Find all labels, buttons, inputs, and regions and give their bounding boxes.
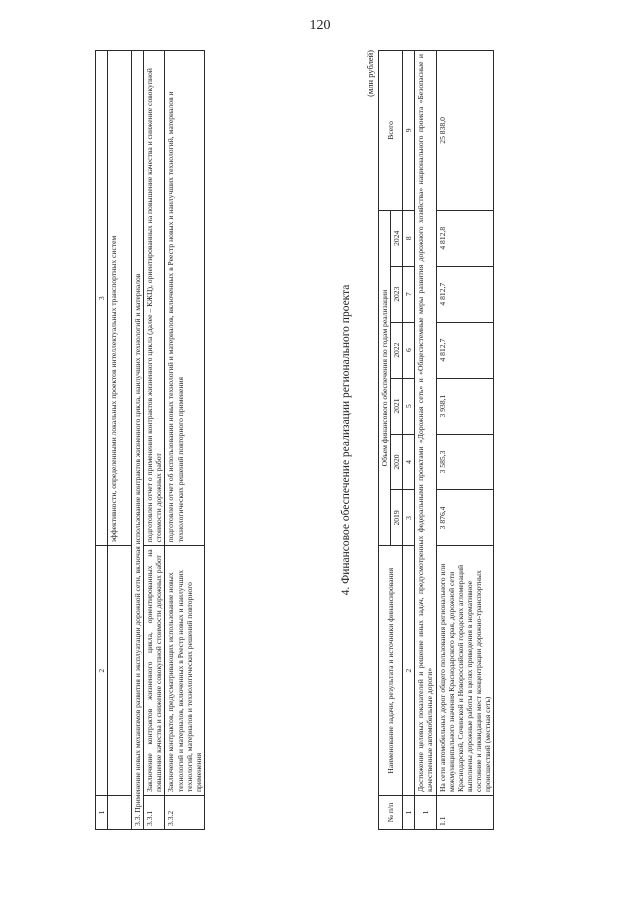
table-row	[436, 51, 494, 830]
header-cell: 3	[96, 51, 108, 546]
result-text: На сети автомобильных дорог общего пользования регионального или межмуниципального значения Краснодарского края, дорожной сети Краснодарской, Сочинской и Новороссийской городских агломераций выполнены дорожные работы в целях приведения в нормативное состояние и ликвидации мест концентрации дорожно-транспортных происшествий (местная сеть)	[436, 546, 494, 796]
index-cell: 3	[403, 490, 415, 546]
total-cell: 25 838,0	[436, 51, 494, 211]
section-row	[132, 51, 144, 830]
value-cell: 3 876,4	[436, 490, 494, 546]
result-text: подготовлен отчет о применении контрактов жизненного цикла (далее – КЖЦ), ориентированных на повышение качества и снижение совокупной стоимости дорожных работ	[144, 51, 165, 546]
table-row	[144, 51, 165, 830]
value-cell: 4 812,7	[436, 322, 494, 378]
index-cell: 6	[403, 322, 415, 378]
col-number-header: № п/п	[379, 796, 403, 830]
table-row	[108, 51, 132, 830]
value-cell: 3 938,1	[436, 378, 494, 434]
header-cell: 1	[96, 796, 108, 830]
task-row	[415, 51, 436, 830]
result-text: эффективности, определенными локальных проектов интеллектуальных транспортных систем	[108, 51, 132, 546]
units-label: (млн рублей)	[365, 50, 375, 97]
section-text: 3.3. Применение новых механизмов развития и эксплуатации дорожной сети, включая использование контрактов жизненного цикла, наилучших технологий и материалов	[132, 51, 144, 830]
task-text: Достижение целевых показателей и решение иных задач, предусмотренных федеральными проектами «Дорожная сеть» и «Общесистемные меры развития дорожного хозяйства» национального проекта «Безопасные и качественные автомобильные дороги»	[415, 51, 436, 796]
year-cell: 2024	[391, 210, 403, 266]
value-cell: 4 812,7	[436, 266, 494, 322]
year-cell: 2019	[391, 490, 403, 546]
index-row	[403, 51, 415, 830]
table-header-row	[379, 51, 391, 830]
finance-table	[378, 50, 494, 830]
col-total-header: Всего	[379, 51, 403, 211]
year-cell: 2020	[391, 434, 403, 490]
row-number: 3.3.1	[144, 796, 165, 830]
tasks-table	[95, 50, 205, 830]
year-cell: 2023	[391, 266, 403, 322]
year-cell: 2021	[391, 378, 403, 434]
index-cell: 2	[403, 546, 415, 796]
index-cell: 9	[403, 51, 415, 211]
rotated-landscape-content	[95, 50, 505, 830]
col-volume-header: Объем финансового обеспечения по годам реализации	[379, 210, 391, 546]
table-row	[165, 51, 204, 830]
index-cell: 4	[403, 434, 415, 490]
index-cell: 1	[403, 796, 415, 830]
table-header-row	[96, 51, 108, 830]
section-heading: 4. Финансовое обеспечение реализации регионального проекта	[340, 284, 352, 596]
row-number: 1.1	[436, 796, 494, 830]
year-cell: 2022	[391, 322, 403, 378]
row-number: 1	[415, 796, 436, 830]
index-cell: 8	[403, 210, 415, 266]
result-text: подготовлен отчет об использовании новых технологий и материалов, включенных в Реестр новых и наилучших технологий, материалов и технологических решений повторного применения	[165, 51, 204, 546]
header-cell: 2	[96, 546, 108, 796]
value-cell: 4 812,8	[436, 210, 494, 266]
page-number: 120	[309, 18, 331, 33]
index-cell: 7	[403, 266, 415, 322]
task-text: Заключение контрактов жизненного цикла, ориентированных на повышение качества и снижение совокупной стоимости дорожных работ	[144, 546, 165, 796]
value-cell: 3 585,3	[436, 434, 494, 490]
index-cell: 5	[403, 378, 415, 434]
task-text: Заключение контрактов, предусматривающих использование новых технологий и материалов, включенных в Реестр новых и наилучших технологий, материалов и технологических решений повторного применения	[165, 546, 204, 796]
row-number: 3.3.2	[165, 796, 204, 830]
col-name-header: Наименование задачи, результата и источники финансирования	[379, 546, 403, 796]
